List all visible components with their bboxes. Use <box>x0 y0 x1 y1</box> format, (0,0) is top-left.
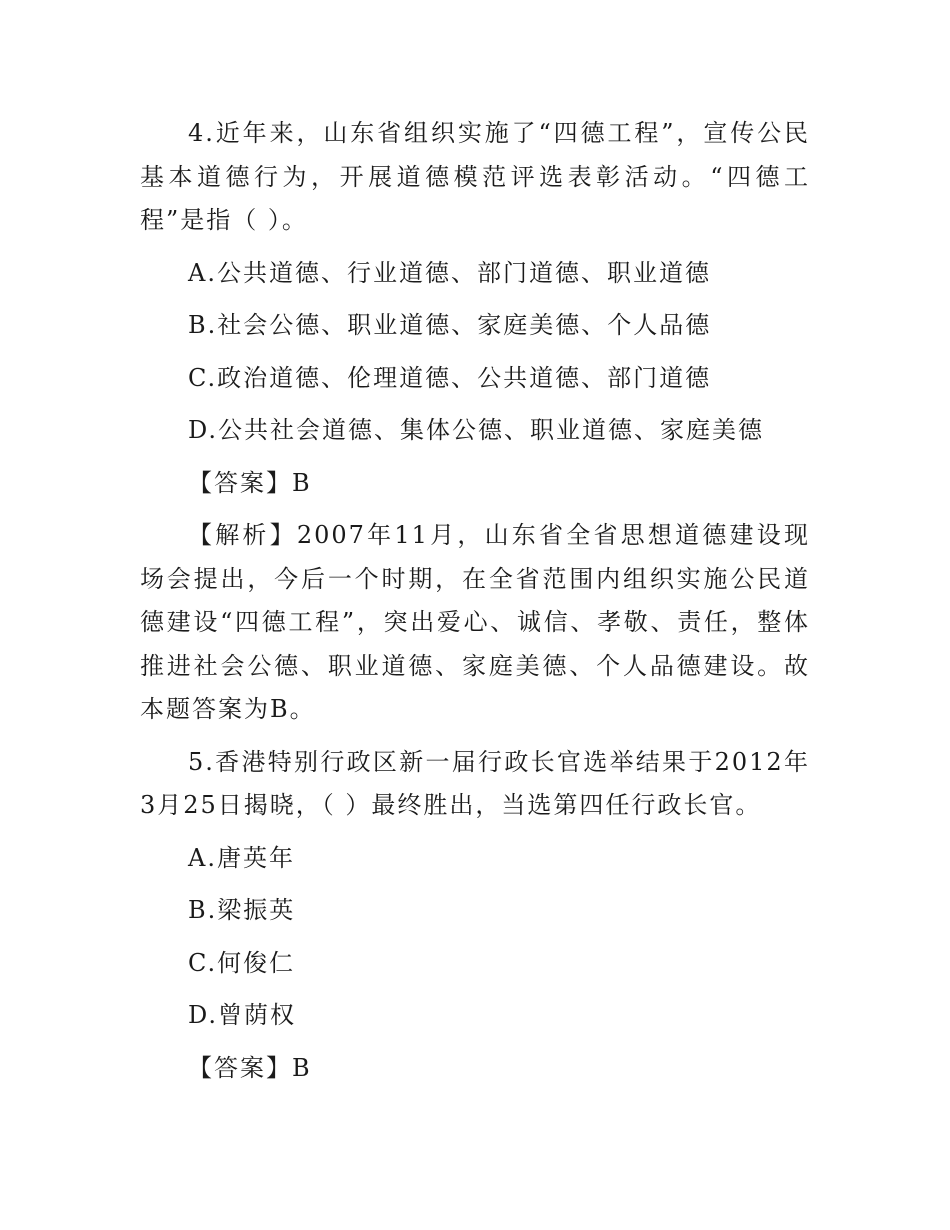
question-5-option-d: D.曾荫权 <box>188 1001 297 1029</box>
question-4-stem: 4.近年来，山东省组织实施了“四德工程”，宣传公民基本道德行为，开展道德模范评选表彰活动。“四德工程”是指（ ）。 <box>140 119 810 234</box>
question-4-analysis <box>140 514 810 732</box>
question-4-option-c: C.政治道德、伦理道德、公共道德、部门道德 <box>188 363 712 392</box>
answer-tag: 【答案】 <box>188 468 292 497</box>
question-4-answer <box>140 462 810 506</box>
answer-value: B <box>292 468 312 497</box>
question-5-option-a: A.唐英年 <box>188 843 295 872</box>
question-5-stem: 5.香港特别行政区新一届行政长官选举结果于2012年3月25日揭晓，（ ）最终胜出，当选第四任行政长官。 <box>140 747 810 819</box>
question-4-option-b: B.社会公德、职业道德、家庭美德、个人品德 <box>188 311 712 339</box>
question-5-answer <box>140 1047 810 1091</box>
document-page <box>140 112 810 1099</box>
answer-tag: 【答案】 <box>188 1053 292 1082</box>
question-4-option-d: D.公共社会道德、集体公德、职业道德、家庭美德 <box>188 416 765 444</box>
answer-value: B <box>292 1053 312 1082</box>
analysis-text: 2007年11月，山东省全省思想道德建设现场会提出，今后一个时期，在全省范围内组织实施公民道德建设“四德工程”，突出爱心、诚信、孝敬、责任，整体推进社会公德、职业道德、家庭美德、个人品德建设。故本题答案为B。 <box>140 521 810 723</box>
question-5-option-c: C.何俊仁 <box>188 948 296 977</box>
question-5-option-b: B.梁振英 <box>188 896 296 924</box>
analysis-tag: 【解析】 <box>188 521 297 549</box>
question-4-option-a: A.公共道德、行业道德、部门道德、职业道德 <box>188 258 711 287</box>
